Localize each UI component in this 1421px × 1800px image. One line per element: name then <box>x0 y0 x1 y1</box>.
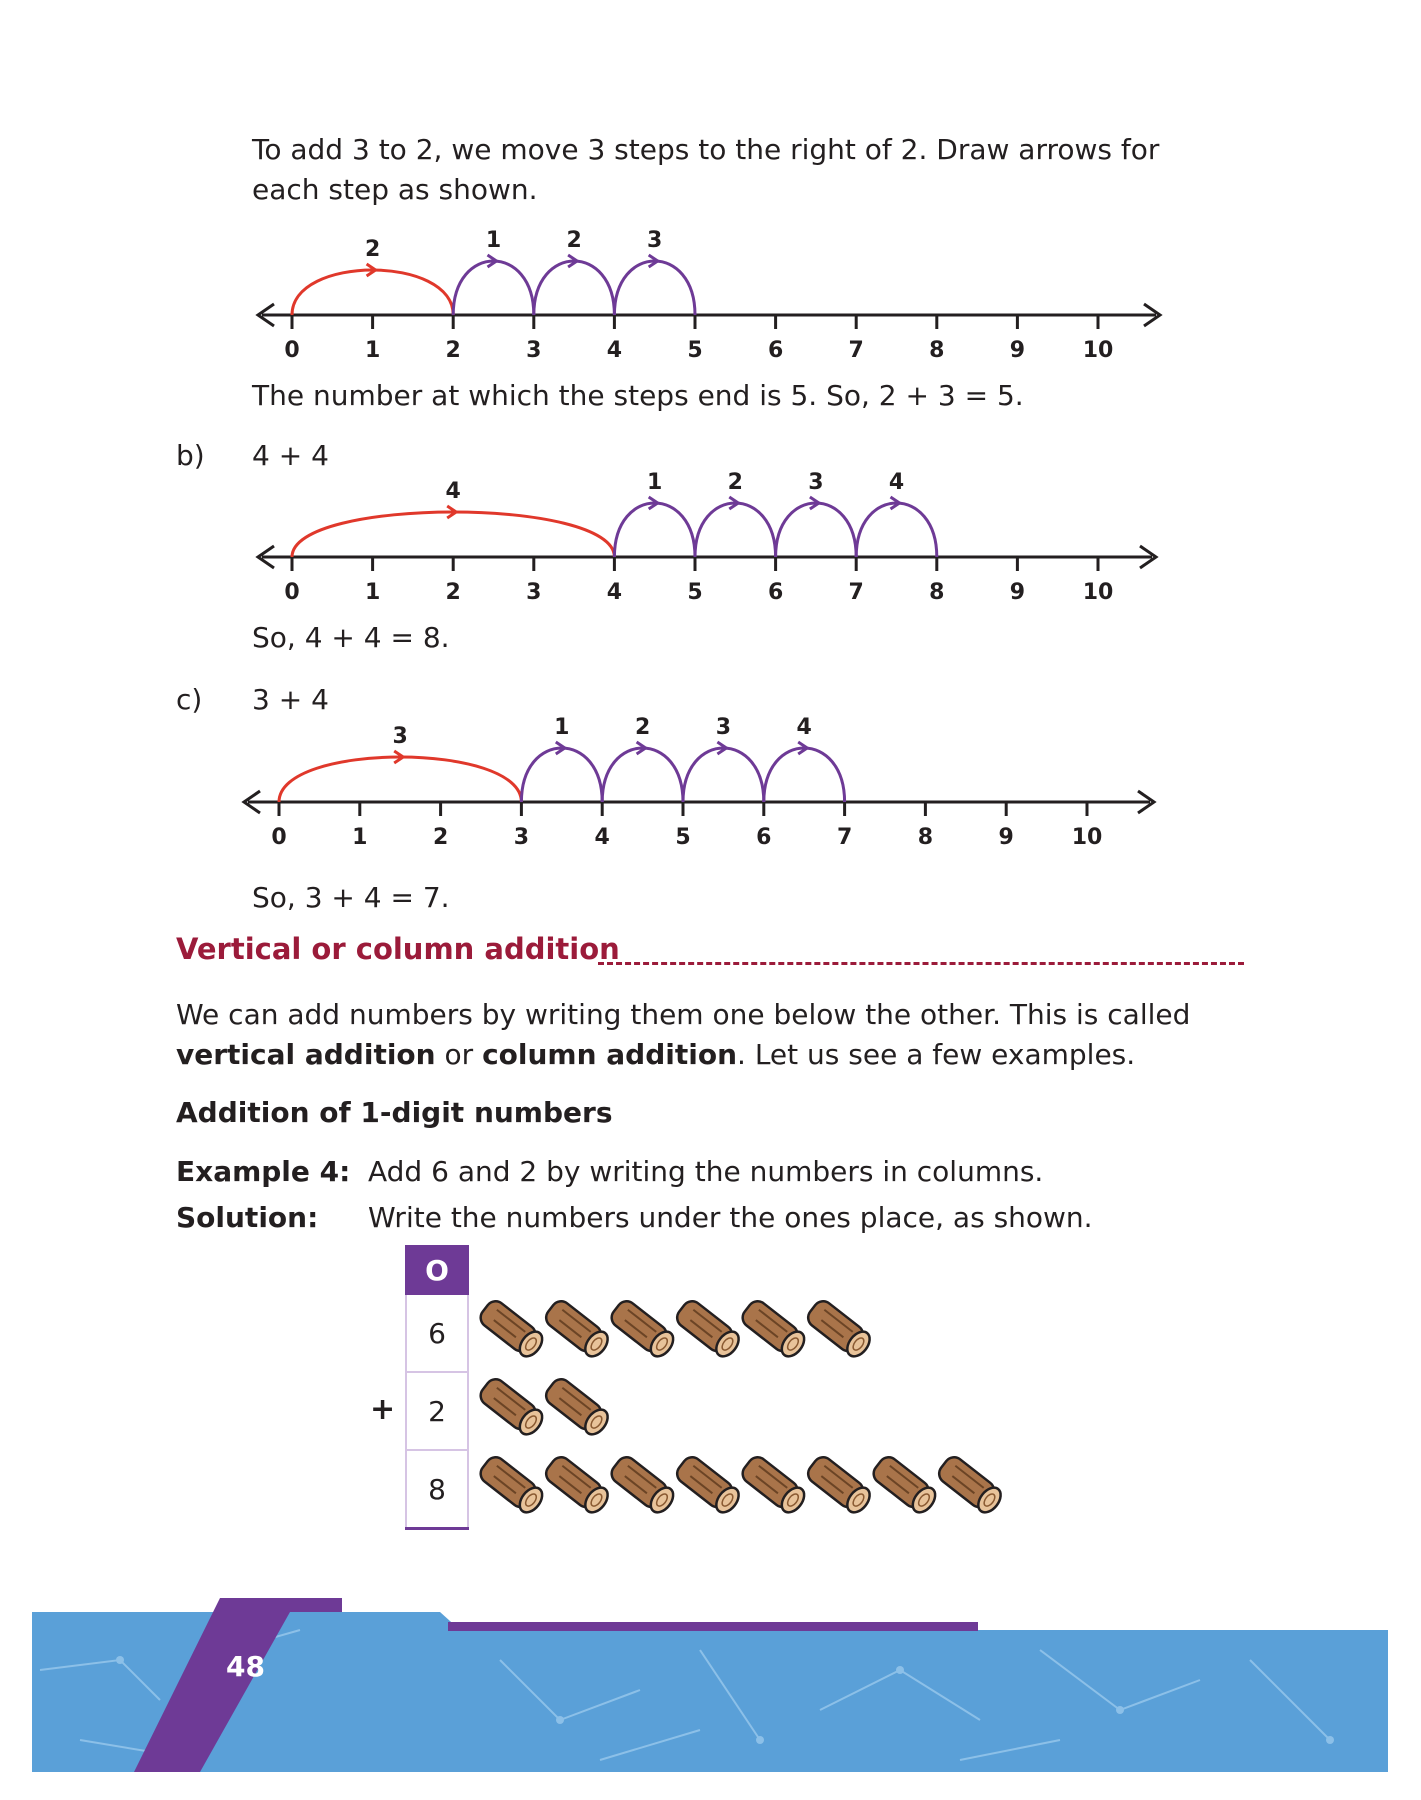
step-label: 3 <box>808 470 824 495</box>
sum-cell: 8 <box>406 1450 468 1529</box>
tick-label: 2 <box>445 580 461 605</box>
subheading: Addition of 1-digit numbers <box>176 1096 613 1129</box>
part-c-expression: 3 + 4 <box>252 683 329 716</box>
log-icon <box>542 1297 612 1360</box>
solution-text: Write the numbers under the ones place, as shown. <box>368 1201 1093 1234</box>
para-end: . Let us see a few examples. <box>737 1038 1136 1071</box>
log-icon <box>739 1453 809 1516</box>
part-b-expression: 4 + 4 <box>252 439 329 472</box>
log-icon <box>673 1453 743 1516</box>
ones-header: O <box>406 1246 468 1294</box>
tick-label: 6 <box>767 338 784 363</box>
or-word: or <box>435 1038 483 1071</box>
tick-label: 0 <box>271 825 287 850</box>
tick-label: 9 <box>1009 338 1026 363</box>
tick-label: 10 <box>1082 580 1114 605</box>
step-label: 1 <box>554 715 570 740</box>
intro-line-1: To add 3 to 2, we move 3 steps to the right of 2. Draw arrows for <box>252 133 1160 166</box>
tick-label: 5 <box>687 580 703 605</box>
plus-sign: + <box>370 1392 396 1427</box>
solution-label: Solution: <box>176 1201 319 1234</box>
tick-label: 1 <box>364 580 381 605</box>
vertical-para-line-1: We can add numbers by writing them one below the other. This is called <box>176 998 1191 1031</box>
tick-label: 4 <box>594 825 610 850</box>
tick-label: 8 <box>929 580 945 605</box>
tick-label: 8 <box>917 825 934 850</box>
log-icon <box>477 1297 547 1360</box>
tick-label: 10 <box>1071 825 1103 850</box>
tick-label: 4 <box>606 338 623 363</box>
tick-label: 7 <box>848 580 864 605</box>
log-icon <box>608 1453 678 1516</box>
first-jump-label: 3 <box>392 724 408 749</box>
tick-label: 6 <box>756 825 772 850</box>
log-icon <box>804 1453 874 1516</box>
part-c-label: c) <box>176 683 203 716</box>
tick-label: 5 <box>675 825 691 850</box>
tick-label: 6 <box>767 580 784 605</box>
step-label: 1 <box>647 470 663 495</box>
tick-label: 3 <box>513 825 530 850</box>
log-icon <box>673 1297 743 1360</box>
tick-label: 7 <box>848 338 864 363</box>
log-icon <box>477 1375 547 1438</box>
tick-label: 0 <box>284 580 300 605</box>
first-jump-label: 4 <box>445 479 461 504</box>
tick-label: 4 <box>606 580 623 605</box>
part-b-label: b) <box>176 439 205 472</box>
log-icon <box>935 1453 1005 1516</box>
log-icon <box>739 1297 809 1360</box>
tick-label: 7 <box>836 825 853 850</box>
tick-label: 3 <box>526 580 542 605</box>
log-icon <box>477 1453 547 1516</box>
step-label: 2 <box>566 228 582 253</box>
part-b-result: So, 4 + 4 = 8. <box>252 621 450 654</box>
step-label: 2 <box>634 715 651 740</box>
intro-line-2: each step as shown. <box>252 173 538 206</box>
log-icon <box>608 1297 678 1360</box>
first-jump-label: 2 <box>364 237 381 262</box>
tick-label: 8 <box>929 338 945 363</box>
step-label: 4 <box>796 715 812 740</box>
log-icon <box>804 1297 874 1360</box>
footer-band <box>0 1590 1421 1800</box>
tick-label: 10 <box>1082 338 1114 363</box>
page-number: 48 <box>226 1650 265 1683</box>
tick-label: 1 <box>364 338 381 363</box>
term-column-addition: column addition <box>482 1038 738 1071</box>
section-heading: Vertical or column addition <box>176 932 620 966</box>
tick-label: 2 <box>432 825 449 850</box>
tick-label: 5 <box>687 338 703 363</box>
tick-label: 3 <box>526 338 542 363</box>
step-label: 3 <box>647 228 663 253</box>
log-icon <box>870 1453 940 1516</box>
step-label: 2 <box>727 470 743 495</box>
tick-label: 1 <box>352 825 368 850</box>
example-text: Add 6 and 2 by writing the numbers in columns. <box>368 1155 1044 1188</box>
term-vertical-addition: vertical addition <box>176 1038 436 1071</box>
step-label: 4 <box>888 470 905 495</box>
tick-label: 9 <box>998 825 1014 850</box>
part-c-result: So, 3 + 4 = 7. <box>252 881 450 914</box>
log-icon <box>542 1453 612 1516</box>
example-label: Example 4: <box>176 1155 351 1188</box>
step-label: 1 <box>485 228 502 253</box>
tick-label: 2 <box>445 338 461 363</box>
addend-1-cell: 6 <box>406 1294 468 1372</box>
step-label: 3 <box>715 715 732 740</box>
tick-label: 9 <box>1009 580 1026 605</box>
addend-2-cell: 2 <box>406 1372 468 1450</box>
conclusion-text: The number at which the steps end is 5. So, 2 + 3 = 5. <box>252 379 1024 412</box>
log-icon <box>542 1375 612 1438</box>
tick-label: 0 <box>284 338 300 363</box>
